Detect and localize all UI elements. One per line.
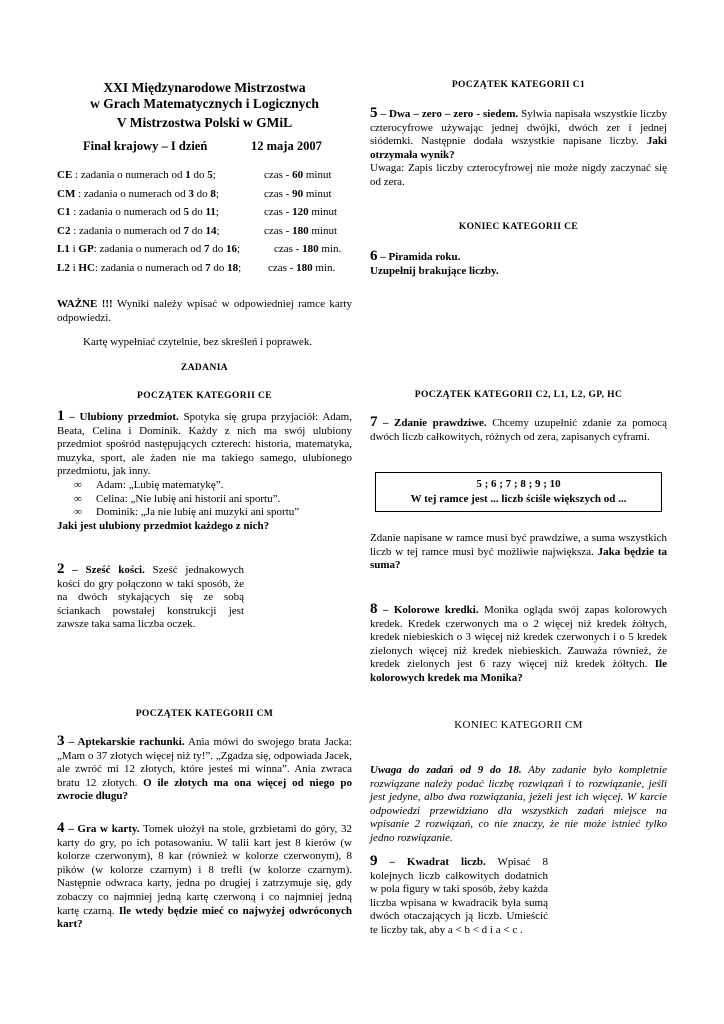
brick-pyramid-figure [546,249,670,317]
heading-zadania: ZADANIA [180,363,229,373]
note-9-18 [370,764,667,846]
header-line2: w Grach Matematycznych i Logicznych [90,96,319,111]
schedule-row: CM : zadania o numerach od 3 do 8; czas - 90 minut [57,187,332,200]
problem-text-part: Sześć jednakowych kości do gry połączono w taki sposób, że na dwóch stykających się ze sobą ściankach powstałej konstrukcji jest zawsze taka sama liczba oczek. [57,564,244,631]
problem-number: 1 [57,408,65,424]
problem-4 [57,822,352,932]
problem-text: Chcemy uzupełnić zdanie za pomocą dwóch liczb całkowitych, różnych od zera, zapisanych cyframi. [370,417,667,443]
problem-title: – Ulubiony przedmiot. [64,411,179,423]
schedule-row: L2 i HC: zadania o numerach od 7 do 18; czas - 180 min. [57,262,336,274]
problem-question: Jaki jest ulubiony przedmiot każdego z nich? [57,519,270,532]
note-label: Uwaga do zadań od 9 do 18. [370,764,522,776]
problem-question: Ile wtedy będzie mieć co najwyżej odwróconych kart? [57,904,352,931]
dice-construction-figure [257,565,355,665]
important-text: Wyniki należy wpisać w odpowiedniej ramce karty odpowiedzi. [57,298,352,324]
final-date: 12 maja 2007 [251,139,322,153]
problem-question: Uzupełnij brakujące liczby. [370,264,499,277]
problem-title: – Kolorowe kredki. [377,604,479,616]
heading-start-ce: POCZĄTEK KATEGORII CE [137,391,272,401]
problem-question: O ile złotych ma ona więcej od niego po zwrocie długu? [57,776,352,803]
schedule-row: CE : zadania o numerach od 1 do 5; czas - 60 minut [57,169,332,181]
important-text2: Kartę wypełniać czytelnie, bez skreśleń i poprawek. [83,336,313,348]
problem-question: Jaka będzie ta suma? [370,545,667,572]
statement-list [57,479,352,520]
box-numbers: 5 ; 6 ; 7 ; 8 ; 9 ; 10 [476,478,561,490]
problem-note: Uwaga: Zapis liczby czterocyfrowej nie może nigdy zaczynać się od zera. [370,162,667,188]
problem-7-cont [370,532,667,573]
problem-title: – Gra w karty. [64,823,140,835]
problem-text: Tomek ułożył na stole, grzbietami do góry, 32 karty do gry, po ich potasowaniu. W talii kart jest 8 kierów (w kolorze czerwonym), 8 kar (również w kolorze czerwonym), 8 pików (w kolorze czarnym) i 8 trefli (w kolorze czarnym). Następnie odwraca karty, jedna po drugiej i zatrzymuje się, gdy zobaczy co najmniej jedną kartę czerwoną i co najmniej jedną kartę czarną. [57,823,352,917]
problem-5 [370,107,667,190]
heading-start-c2: POCZĄTEK KATEGORII C2, L1, L2, GP, HC [414,390,623,400]
header-line1: XXI Międzynarodowe Mistrzostwa [103,80,306,95]
problem-text: Zdanie napisane w ramce musi być prawdziwe, a suma wszystkich liczb w tej ramce musi być możliwie największa. [370,532,667,558]
heading-end-ce: KONIEC KATEGORII CE [458,222,579,232]
problem-number: 5 [370,105,378,121]
problem-1 [57,410,352,533]
box-sentence: W tej ramce jest ... liczb ściśle większych od ... [410,493,627,505]
problem-text: Wpisać 8 kolejnych liczb całkowitych dodatnich w pola figury w taki sposób, żeby każda liczba wpisana w kwadracik była sumą dwóch otaczających ją liczb. Umieścić te liczby tak, aby a < b < d i a < c . [370,856,548,936]
problem-text: Spotyka się grupa przyjaciół: Adam, Beata, Celina i Dominik. Każdy z nich ma swój ulubiony przedmiot spośród następujących czterech: historia, matematyka, muzyka, sport, ale żaden nie ma takiego samego, ulubionego przedmiotu, jak inny. [57,411,352,478]
schedule-row: C1 : zadania o numerach od 5 do 11; czas - 120 minut [57,206,338,219]
problem-8 [370,603,667,686]
number-square-figure [556,855,672,955]
problem-title: – Dwa – zero – zero - siedem. [377,108,519,120]
schedule-row: L1 i GP: zadania o numerach od 7 do 16; czas - 180 min. [57,243,342,256]
problem-title: – Piramida roku. [377,251,461,263]
heading-end-cm: KONIEC KATEGORII CM [454,719,583,731]
problem-title: – Kwadrat liczb. [377,856,486,868]
problem-text: Ania mówi do swojego brata Jacka: „Mam o 37 złotych więcej niż ty!”. „Zgadza się, odpowiada Jacek, ale zwróć mi 12 złotych, które jesteś mi winna”. Ania zwraca bratu 12 złotych. [57,736,352,789]
heading-start-cm: POCZĄTEK KATEGORII CM [135,709,274,719]
list-item: ∞ Adam: „Lubię matematykę”. [74,478,224,491]
problem-number: 3 [57,733,65,749]
problem-question: Ile kolorowych kredek ma Monika? [370,658,667,684]
note-text: Aby zadanie było kompletnie rozwiązane należy podać liczbę rozwiązań i to rozwiązanie, jeśli jest jedyne, albo dwa rozwiązania, jeżeli jest ich więcej. W karcie odpowiedzi przewidziano dla wszystkich zadań miejsce na wpisanie 2 rozwiązań, co nie znaczy, że nie może istnieć tylko jedno rozwiązanie. [370,764,667,844]
problem-number: 8 [370,601,378,617]
problem-number: 4 [57,820,65,836]
header-line3: V Mistrzostwa Polski w GMiL [116,115,293,130]
problem-title: – Sześć kości. [64,564,145,576]
problem-number: 6 [370,248,378,264]
schedule-row: C2 : zadania o numerach od 7 do 14; czas - 180 minut [57,224,338,237]
problem-number: 2 [57,561,65,577]
problem-9 [370,855,548,938]
problem-number: 9 [370,853,378,869]
problem-number: 7 [370,414,378,430]
problem-title: – Zdanie prawdziwe. [377,417,487,429]
competition-header [57,80,352,131]
problem-3 [57,735,352,804]
list-item: ∞ Dominik: „Ja nie lubię ani muzyki ani sportu” [74,506,300,519]
problem-text: Sylwia napisała wszystkie liczby czterocyfrowe używając jednej dwójki, dwóch zer i jednej siódemki. Następnie dodała wszystkie napisane liczby. [370,108,667,148]
sentence-box [375,472,662,512]
heading-start-c1: POCZĄTEK KATEGORII C1 [451,80,586,90]
list-item: ∞ Celina: „Nie lubię ani historii ani sportu”. [74,492,281,505]
problem-question: Jaki otrzymała wynik? [370,135,667,161]
important-note [57,298,352,325]
important-label: WAŻNE !!! [57,298,113,310]
problem-title: – Aptekarskie rachunki. [64,736,185,748]
problem-7 [370,416,667,444]
final-label: Finał krajowy – I dzień [83,139,208,153]
schedule-table [57,166,357,286]
problem-text: Monika ogląda swój zapas kolorowych kredek. Kredek czerwonych ma o 2 więcej niż kredek żółtych, kredek niebieskich o 3 więcej niż kredek czerwonych i o 5 kredek zielonych więcej niż kredek niebieskich. Zauważa również, że kredek zielonych jest 6 razy więcej niż kredek żółtych. [370,604,667,671]
